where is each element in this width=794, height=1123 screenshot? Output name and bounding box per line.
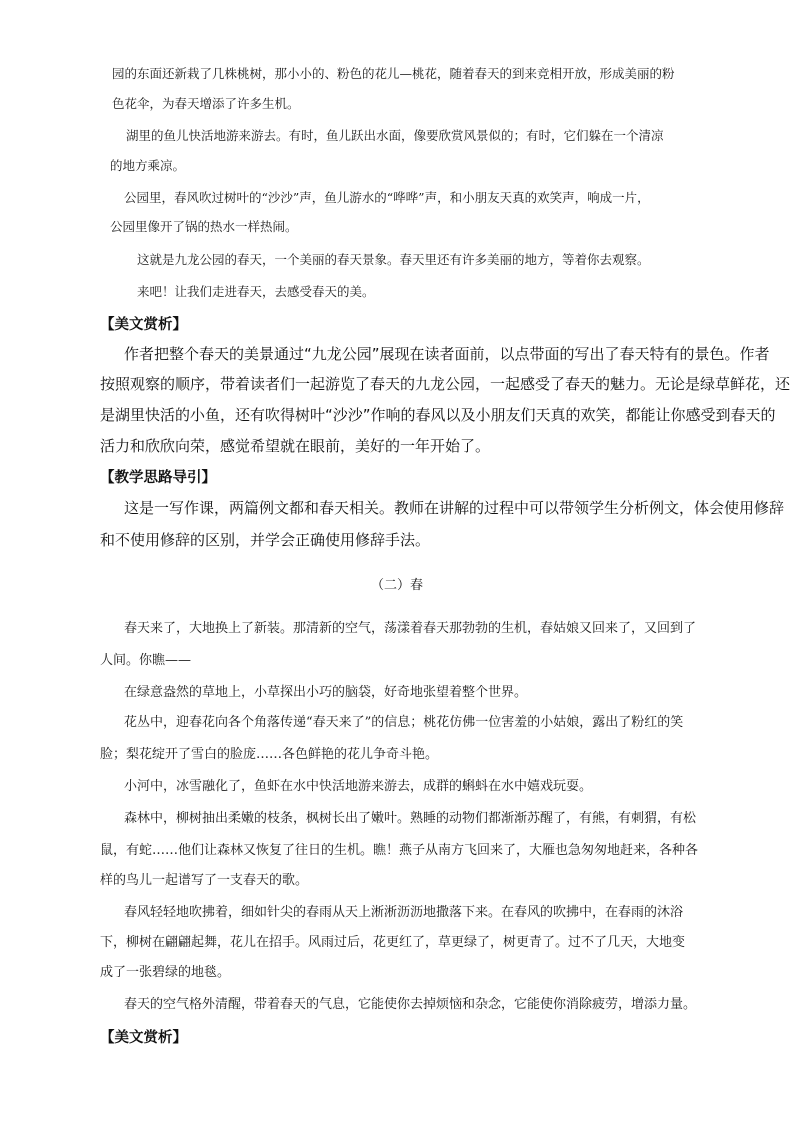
story-text: 下，柳树在翩翩起舞，花儿在招手。风雨过后，花更红了，草更绿了，树更青了。过不了几天，大地变 [100, 935, 686, 950]
passage-text: 这就是九龙公园的春天，一个美丽的春天景象。春天里还有许多美丽的地方，等着你去观察。 [137, 252, 650, 267]
story-text: 花丛中，迎春花向各个角落传递“春天来了”的信息；桃花仿佛一位害羞的小姑娘，露出了粉红的笑 [124, 715, 684, 730]
story-text: 人间。你瞧—— [100, 653, 192, 668]
passage-text: 公园里像开了锅的热水一样热闹。 [110, 219, 298, 234]
passage-text: 色花伞，为春天增添了许多生机。 [112, 96, 300, 111]
story-text: 脸；梨花绽开了雪白的脸庞……各色鲜艳的花儿争奇斗艳。 [100, 747, 439, 762]
paragraph-text: 是湖里快活的小鱼，还有吹得树叶“沙沙”作响的春风以及小朋友们天真的欢笑，都能让你感受到春天的 [100, 406, 776, 424]
story-text: 森林中，柳树抽出柔嫩的枝条，枫树长出了嫩叶。熟睡的动物们都渐渐苏醒了，有熊，有刺猬，有松 [124, 811, 697, 826]
paragraph-text: 作者把整个春天的美景通过“九龙公园”展现在读者面前，以点带面的写出了春天特有的景色。作者 [124, 345, 770, 363]
section-heading: 【教学思路导引】 [100, 470, 216, 486]
passage-text: 园的东面还新栽了几株桃树，那小小的、粉色的花儿—桃花，随着春天的到来竞相开放，形成美丽的粉 [112, 66, 675, 81]
story-text: 小河中，冰雪融化了，鱼虾在水中快活地游来游去，成群的蝌蚪在水中嬉戏玩耍。 [124, 779, 593, 794]
section-title: （二）春 [370, 578, 423, 593]
story-text: 鼠，有蛇……他们让森林又恢复了往日的生机。瞧！燕子从南方飞回来了，大雁也急匆匆地赶来，各种各 [100, 843, 699, 858]
paragraph-text: 这是一写作课，两篇例文都和春天相关。教师在讲解的过程中可以带领学生分析例文，体会使用修辞 [124, 499, 785, 517]
paragraph-text: 按照观察的顺序，带着读者们一起游览了春天的九龙公园，一起感受了春天的魅力。无论是绿草鲜花，还 [100, 375, 791, 393]
passage-text: 的地方乘凉。 [110, 158, 186, 173]
story-text: 春天来了，大地换上了新装。那清新的空气，荡漾着春天那勃勃的生机，春姑娘又回来了，又回到了 [124, 621, 697, 636]
passage-text: 公园里，春风吹过树叶的“沙沙”声，鱼儿游水的“哗哗”声，和小朋友天真的欢笑声，响成一片， [124, 190, 650, 205]
passage-text: 湖里的鱼儿快活地游来游去。有时，鱼儿跃出水面，像要欣赏风景似的；有时，它们躲在一个清凉 [126, 128, 664, 143]
story-text: 在绿意盎然的草地上，小草探出小巧的脑袋，好奇地张望着整个世界。 [124, 685, 528, 700]
story-text: 春天的空气格外清醒，带着春天的气息，它能使你去掉烦恼和杂念，它能使你消除疲劳，增添力量。 [124, 997, 697, 1012]
story-text: 样的鸟儿一起谱写了一支春天的歌。 [100, 873, 309, 888]
story-text: 成了一张碧绿的地毯。 [100, 965, 231, 980]
section-heading: 【美文赏析】 [100, 1030, 187, 1046]
passage-text: 来吧！让我们走进春天，去感受春天的美。 [137, 284, 375, 299]
story-text: 春风轻轻地吹拂着，细如针尖的春雨从天上淅淅沥沥地撒落下来。在春风的吹拂中，在春雨的沐浴 [124, 905, 684, 920]
paragraph-text: 和不使用修辞的区别，并学会正确使用修辞手法。 [100, 531, 431, 549]
section-heading: 【美文赏析】 [100, 317, 187, 333]
paragraph-text: 活力和欣欣向荣，感觉希望就在眼前，美好的一年开始了。 [100, 437, 491, 455]
